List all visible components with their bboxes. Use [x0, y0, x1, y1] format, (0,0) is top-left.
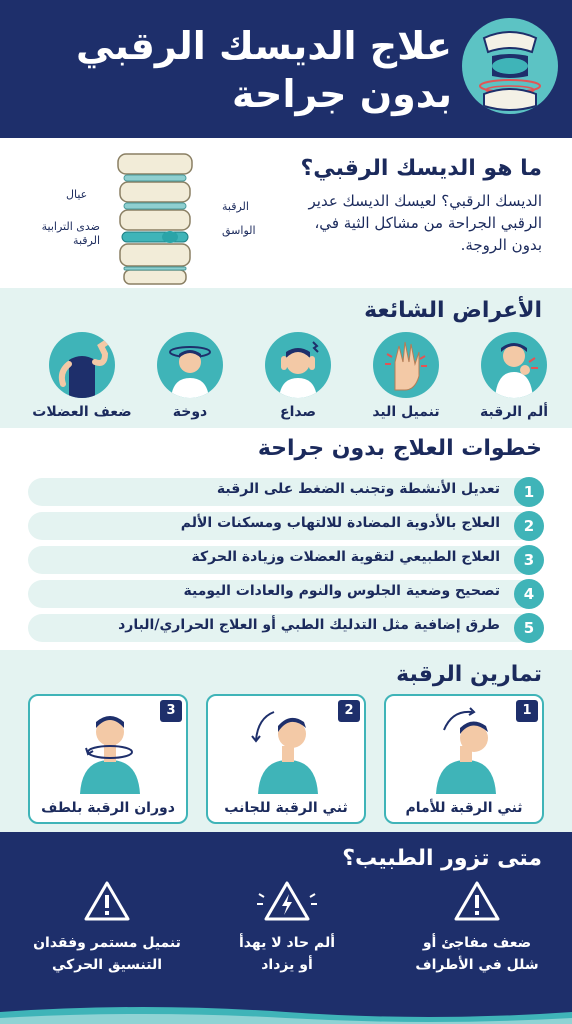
footer-wave	[0, 1002, 572, 1024]
label-4: الواسق	[222, 224, 256, 237]
cervical-spine-illustration	[100, 146, 210, 286]
doctor-item	[202, 880, 372, 976]
treatment-steps-section	[0, 428, 572, 650]
step-row	[28, 546, 544, 574]
doctor-item-line1: ألم حاد لا يهدأ	[239, 935, 335, 951]
step-number: 3	[514, 545, 544, 575]
exercise-label: دوران الرقبة بلطف	[41, 800, 175, 816]
symptom-label: صداع	[280, 404, 316, 420]
doctor-item-line2: أو يزداد	[261, 957, 313, 973]
label-2: ضدى الترابية الرقبة	[41, 220, 100, 247]
title-line-1: علاج الديسك الرقبي	[76, 24, 452, 68]
step-row	[28, 478, 544, 506]
warning-triangle-icon	[453, 880, 501, 922]
when-to-see-doctor-section	[0, 832, 572, 1024]
step-row	[28, 614, 544, 642]
what-is-section	[0, 138, 572, 288]
title-line-2: بدون جراحة	[232, 72, 452, 116]
side-tilt-icon	[238, 704, 338, 794]
step-number: 2	[514, 511, 544, 541]
exercise-card	[28, 694, 188, 824]
doctor-item	[22, 880, 192, 976]
symptom-label: ألم الرقبة	[479, 404, 549, 420]
step-row	[28, 512, 544, 540]
spine-vertebra-icon	[462, 18, 558, 114]
dizziness-icon	[157, 332, 223, 398]
step-text: تعديل الأنشطة وتجنب الضغط على الرقبة	[216, 481, 500, 497]
neck-rotation-icon	[60, 704, 160, 794]
step-row	[28, 580, 544, 608]
muscle-weakness-icon	[49, 332, 115, 398]
warning-triangle-icon	[83, 880, 131, 922]
exercise-card	[384, 694, 544, 824]
step-text: طرق إضافية مثل التدليك الطبي أو العلاج الحراري/البارد	[118, 617, 500, 633]
label-1: عيال	[66, 188, 88, 201]
step-number: 4	[514, 579, 544, 609]
exercise-label: ثني الرقبة للجانب	[224, 800, 348, 816]
what-is-text: الديسك الرقبي؟ لعيسك الديسك عدير الرقبي الجراحة من مشاكل الثية في، بدون الروجة.	[308, 192, 542, 254]
exercise-label: ثني الرقبة للأمام	[405, 800, 523, 816]
page-title	[32, 22, 452, 118]
symptom-item	[464, 332, 564, 420]
exercises-heading: تمارين الرقبة	[396, 662, 542, 687]
symptom-item	[140, 332, 240, 420]
symptom-label: تنميل اليد	[372, 404, 440, 420]
symptom-label: دوخة	[172, 404, 208, 420]
step-number: 5	[514, 613, 544, 643]
hand-numbness-icon	[373, 332, 439, 398]
step-text: العلاج بالأدوية المضادة للالتهاب ومسكنات الألم	[180, 515, 500, 531]
doctor-item-line2: شلل في الأطراف	[415, 957, 539, 973]
step-text: العلاج الطبيعي لتقوية العضلات وزيادة الحركة	[191, 549, 500, 565]
exercise-number: 1	[516, 700, 538, 722]
symptoms-heading: الأعراض الشائعة	[364, 298, 542, 323]
step-number: 1	[514, 477, 544, 507]
doctor-item-text	[22, 932, 192, 976]
exercise-card	[206, 694, 366, 824]
doctor-item-line2: التنسيق الحركي	[51, 957, 163, 973]
neck-pain-icon	[481, 332, 547, 398]
symptom-item	[32, 332, 132, 420]
header	[0, 0, 572, 138]
label-3: الرقبة	[222, 200, 249, 213]
doctor-item-text	[392, 932, 562, 976]
doctor-item-line1: تنميل مستمر وفقدان	[33, 935, 181, 951]
steps-heading: خطوات العلاج بدون جراحة	[257, 436, 542, 461]
symptom-item	[356, 332, 456, 420]
doctor-item-line1: ضعف مفاجئ أو	[422, 935, 532, 951]
symptoms-section	[0, 288, 572, 428]
what-is-heading: ما هو الديسك الرقبي؟	[300, 156, 542, 181]
neck-exercises-section	[0, 650, 572, 832]
doctor-item	[392, 880, 562, 976]
symptom-label: ضعف العضلات	[32, 404, 132, 420]
headache-icon	[265, 332, 331, 398]
symptom-item	[248, 332, 348, 420]
exercise-number: 2	[338, 700, 360, 722]
exercise-number: 3	[160, 700, 182, 722]
doctor-heading: متى تزور الطبيب؟	[342, 846, 542, 871]
forward-flexion-icon	[416, 704, 516, 794]
doctor-item-text	[202, 932, 372, 976]
warning-lightning-icon	[255, 880, 319, 922]
step-text: تصحيح وضعية الجلوس والنوم والعادات اليومية	[183, 583, 500, 599]
